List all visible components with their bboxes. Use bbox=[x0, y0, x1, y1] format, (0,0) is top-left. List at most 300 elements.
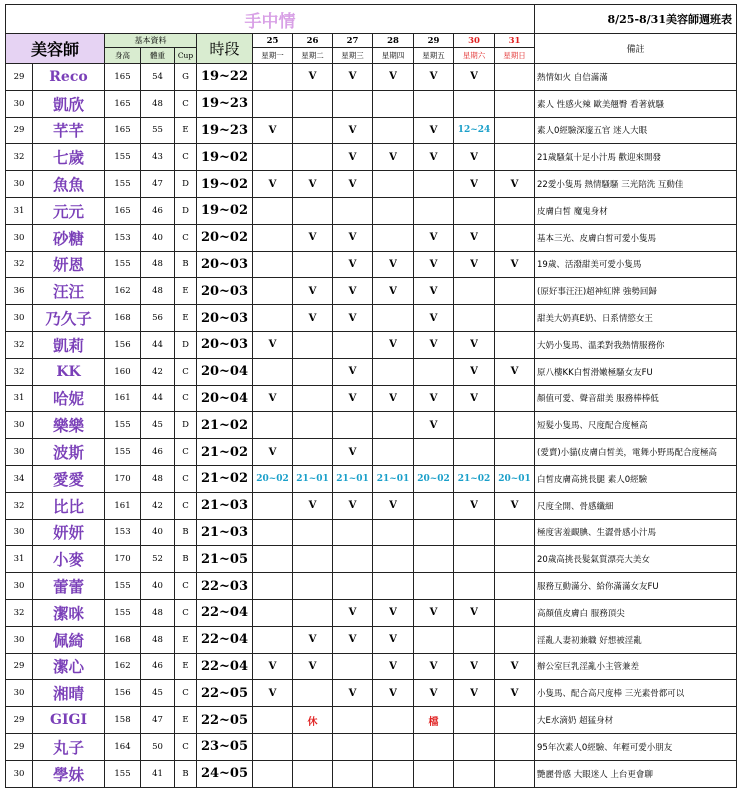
note-cell: 辦公室巨乳淫亂小主管兼差 bbox=[535, 653, 737, 680]
day-cell bbox=[454, 90, 495, 117]
day-cell bbox=[495, 144, 535, 171]
beautician-name: 潔心 bbox=[33, 653, 105, 680]
beautician-name: 凱莉 bbox=[33, 331, 105, 358]
day-cell: V bbox=[373, 144, 414, 171]
time-slot-cell: 21~03 bbox=[197, 492, 253, 519]
day-cell bbox=[253, 492, 293, 519]
day-cell bbox=[293, 251, 333, 278]
cup-cell: D bbox=[175, 171, 197, 198]
height-cell: 155 bbox=[105, 144, 141, 171]
day-cell: V bbox=[414, 144, 454, 171]
day-cell bbox=[454, 305, 495, 332]
day-cell bbox=[253, 599, 293, 626]
day-cell: V bbox=[293, 278, 333, 305]
cup-cell: E bbox=[175, 305, 197, 332]
day-cell bbox=[333, 707, 373, 734]
day-cell: V bbox=[333, 358, 373, 385]
day-cell bbox=[293, 412, 333, 439]
height-cell: 165 bbox=[105, 197, 141, 224]
day-cell: V bbox=[333, 171, 373, 198]
day-cell bbox=[333, 197, 373, 224]
day-cell: V bbox=[333, 492, 373, 519]
weight-cell: 42 bbox=[141, 492, 175, 519]
day-cell: V bbox=[253, 680, 293, 707]
day-cell bbox=[253, 626, 293, 653]
age-cell: 32 bbox=[6, 144, 33, 171]
day-cell: V bbox=[414, 412, 454, 439]
day-cell bbox=[253, 224, 293, 251]
day-cell bbox=[495, 733, 535, 760]
beautician-name: 波斯 bbox=[33, 439, 105, 466]
day-cell bbox=[454, 439, 495, 466]
weight-cell: 46 bbox=[141, 439, 175, 466]
day-name-header: 星期四 bbox=[373, 48, 414, 64]
height-cell: 165 bbox=[105, 90, 141, 117]
day-cell bbox=[293, 733, 333, 760]
time-slot-cell: 20~04 bbox=[197, 385, 253, 412]
day-cell bbox=[495, 439, 535, 466]
beautician-name: 芊芊 bbox=[33, 117, 105, 144]
age-cell: 30 bbox=[6, 171, 33, 198]
age-cell: 29 bbox=[6, 653, 33, 680]
day-cell: 檔 bbox=[414, 707, 454, 734]
time-slot-cell: 22~05 bbox=[197, 680, 253, 707]
age-cell: 31 bbox=[6, 385, 33, 412]
height-cell: 155 bbox=[105, 760, 141, 787]
day-cell: V bbox=[253, 117, 293, 144]
day-cell bbox=[293, 385, 333, 412]
beautician-name: 佩綺 bbox=[33, 626, 105, 653]
height-cell: 160 bbox=[105, 358, 141, 385]
day-cell: V bbox=[414, 680, 454, 707]
note-cell: 大E水滴奶 超猛身材 bbox=[535, 707, 737, 734]
day-cell bbox=[414, 492, 454, 519]
day-cell bbox=[333, 90, 373, 117]
weight-cell: 54 bbox=[141, 64, 175, 91]
day-cell: V bbox=[333, 117, 373, 144]
note-cell: 熱情如火 自信滿滿 bbox=[535, 64, 737, 91]
beautician-name: 學妹 bbox=[33, 760, 105, 787]
day-cell: V bbox=[454, 171, 495, 198]
beautician-name: 魚魚 bbox=[33, 171, 105, 198]
day-cell: V bbox=[253, 385, 293, 412]
day-cell: V bbox=[333, 144, 373, 171]
time-slot-cell: 21~03 bbox=[197, 519, 253, 546]
day-cell bbox=[495, 412, 535, 439]
day-cell bbox=[253, 64, 293, 91]
table-row bbox=[6, 653, 737, 680]
weight-cell: 44 bbox=[141, 385, 175, 412]
day-cell: V bbox=[253, 653, 293, 680]
age-cell: 29 bbox=[6, 733, 33, 760]
day-cell bbox=[414, 519, 454, 546]
weight-cell: 56 bbox=[141, 305, 175, 332]
age-cell: 30 bbox=[6, 573, 33, 600]
beautician-header: 美容師 bbox=[6, 34, 105, 64]
day-cell bbox=[414, 573, 454, 600]
day-cell: 20~02 bbox=[414, 465, 454, 492]
day-cell bbox=[373, 733, 414, 760]
day-cell bbox=[373, 358, 414, 385]
time-slot-cell: 19~23 bbox=[197, 90, 253, 117]
time-slot-cell: 22~03 bbox=[197, 573, 253, 600]
weight-cell: 47 bbox=[141, 171, 175, 198]
age-cell: 30 bbox=[6, 760, 33, 787]
table-row bbox=[6, 90, 737, 117]
day-cell bbox=[414, 733, 454, 760]
day-cell bbox=[373, 519, 414, 546]
day-cell bbox=[293, 519, 333, 546]
day-cell: V bbox=[253, 439, 293, 466]
day-name-header: 星期二 bbox=[293, 48, 333, 64]
day-cell bbox=[495, 64, 535, 91]
note-cell: 顏值可愛、聲音甜美 服務棒棒低 bbox=[535, 385, 737, 412]
note-cell: 艷麗骨感 大眼迷人 上台更會聊 bbox=[535, 760, 737, 787]
day-cell: V bbox=[414, 305, 454, 332]
height-cell: 170 bbox=[105, 465, 141, 492]
day-cell: V bbox=[293, 64, 333, 91]
day-cell bbox=[293, 760, 333, 787]
weight-cell: 55 bbox=[141, 117, 175, 144]
weight-header: 體重 bbox=[141, 48, 175, 64]
note-cell: (愛賣)小貓(皮膚白皙美，電舞小野馬配合度極高 bbox=[535, 439, 737, 466]
day-cell: V bbox=[373, 385, 414, 412]
day-cell bbox=[373, 707, 414, 734]
day-cell: V bbox=[333, 385, 373, 412]
cup-cell: D bbox=[175, 412, 197, 439]
day-cell: V bbox=[373, 599, 414, 626]
beautician-name: 愛愛 bbox=[33, 465, 105, 492]
day-cell bbox=[333, 760, 373, 787]
day-cell bbox=[495, 599, 535, 626]
day-cell bbox=[454, 197, 495, 224]
height-cell: 162 bbox=[105, 278, 141, 305]
weight-cell: 48 bbox=[141, 599, 175, 626]
time-slot-cell: 19~22 bbox=[197, 64, 253, 91]
note-cell: 素人0經驗深邃五官 迷人大眼 bbox=[535, 117, 737, 144]
age-cell: 31 bbox=[6, 546, 33, 573]
weight-cell: 45 bbox=[141, 680, 175, 707]
note-cell: 20歲高挑長髮氣質漂亮大美女 bbox=[535, 546, 737, 573]
day-cell: V bbox=[333, 251, 373, 278]
time-slot-cell: 19~02 bbox=[197, 197, 253, 224]
day-cell: V bbox=[253, 331, 293, 358]
day-cell: 21~01 bbox=[293, 465, 333, 492]
day-cell: V bbox=[414, 251, 454, 278]
day-cell bbox=[414, 90, 454, 117]
weight-cell: 44 bbox=[141, 331, 175, 358]
time-slot-cell: 22~04 bbox=[197, 626, 253, 653]
table-row bbox=[6, 626, 737, 653]
day-cell: V bbox=[333, 439, 373, 466]
day-cell: V bbox=[373, 626, 414, 653]
table-row bbox=[6, 680, 737, 707]
day-cell: V bbox=[293, 171, 333, 198]
note-cell: 大奶小隻馬、溫柔對我熱情服務你 bbox=[535, 331, 737, 358]
table-row bbox=[6, 492, 737, 519]
day-cell bbox=[373, 573, 414, 600]
cup-cell: B bbox=[175, 546, 197, 573]
day-cell: V bbox=[414, 224, 454, 251]
note-cell: 21歲騷氣十足小汁馬 歡迎來開發 bbox=[535, 144, 737, 171]
day-cell: V bbox=[333, 599, 373, 626]
weight-cell: 46 bbox=[141, 197, 175, 224]
height-cell: 155 bbox=[105, 412, 141, 439]
note-cell: 白皙皮膚高挑長腿 素人0經驗 bbox=[535, 465, 737, 492]
age-cell: 34 bbox=[6, 465, 33, 492]
time-slot-cell: 20~03 bbox=[197, 331, 253, 358]
day-cell: 20~02 bbox=[253, 465, 293, 492]
day-cell bbox=[253, 546, 293, 573]
day-cell bbox=[495, 197, 535, 224]
time-slot-cell: 20~03 bbox=[197, 305, 253, 332]
table-row bbox=[6, 197, 737, 224]
day-cell bbox=[333, 519, 373, 546]
day-cell bbox=[253, 90, 293, 117]
weight-cell: 40 bbox=[141, 224, 175, 251]
beautician-name: 汪汪 bbox=[33, 278, 105, 305]
beautician-name: 比比 bbox=[33, 492, 105, 519]
cup-cell: D bbox=[175, 197, 197, 224]
table-row bbox=[6, 385, 737, 412]
age-cell: 30 bbox=[6, 439, 33, 466]
cup-cell: C bbox=[175, 465, 197, 492]
note-cell: 高顏值皮膚白 服務頂尖 bbox=[535, 599, 737, 626]
table-row bbox=[6, 278, 737, 305]
height-cell: 164 bbox=[105, 733, 141, 760]
day-cell bbox=[253, 144, 293, 171]
height-cell: 161 bbox=[105, 385, 141, 412]
note-cell: 皮膚白皙 魔鬼身材 bbox=[535, 197, 737, 224]
day-cell: V bbox=[454, 492, 495, 519]
table-row bbox=[6, 733, 737, 760]
day-cell: V bbox=[454, 653, 495, 680]
day-cell: V bbox=[293, 305, 333, 332]
time-slot-cell: 21~02 bbox=[197, 412, 253, 439]
age-cell: 30 bbox=[6, 519, 33, 546]
height-header: 身高 bbox=[105, 48, 141, 64]
table-row bbox=[6, 439, 737, 466]
cup-cell: E bbox=[175, 117, 197, 144]
day-cell bbox=[373, 546, 414, 573]
table-row bbox=[6, 519, 737, 546]
cup-cell: C bbox=[175, 90, 197, 117]
day-cell: V bbox=[333, 64, 373, 91]
time-slot-cell: 20~02 bbox=[197, 224, 253, 251]
day-cell: V bbox=[373, 653, 414, 680]
table-row bbox=[6, 331, 737, 358]
cup-cell: B bbox=[175, 519, 197, 546]
day-cell bbox=[495, 707, 535, 734]
cup-cell: C bbox=[175, 573, 197, 600]
day-cell: V bbox=[373, 251, 414, 278]
note-cell: 淫亂人妻初兼職 好想被淫亂 bbox=[535, 626, 737, 653]
height-cell: 155 bbox=[105, 171, 141, 198]
day-cell bbox=[253, 760, 293, 787]
day-cell bbox=[454, 278, 495, 305]
time-slot-cell: 19~02 bbox=[197, 171, 253, 198]
day-cell bbox=[293, 439, 333, 466]
cup-cell: D bbox=[175, 331, 197, 358]
weight-cell: 45 bbox=[141, 412, 175, 439]
day-cell bbox=[454, 412, 495, 439]
beautician-name: 砂糖 bbox=[33, 224, 105, 251]
weight-cell: 42 bbox=[141, 358, 175, 385]
day-cell: 21~01 bbox=[333, 465, 373, 492]
day-cell: V bbox=[293, 653, 333, 680]
day-cell bbox=[293, 331, 333, 358]
day-name-header: 星期三 bbox=[333, 48, 373, 64]
table-row bbox=[6, 117, 737, 144]
day-num-header: 29 bbox=[414, 34, 454, 48]
cup-cell: B bbox=[175, 251, 197, 278]
day-cell bbox=[293, 90, 333, 117]
time-slot-cell: 19~02 bbox=[197, 144, 253, 171]
day-cell bbox=[454, 519, 495, 546]
cup-cell: C bbox=[175, 358, 197, 385]
cup-cell: G bbox=[175, 64, 197, 91]
day-cell bbox=[373, 224, 414, 251]
day-cell bbox=[253, 305, 293, 332]
day-cell bbox=[373, 117, 414, 144]
day-cell bbox=[454, 573, 495, 600]
weight-cell: 48 bbox=[141, 465, 175, 492]
day-cell: V bbox=[454, 144, 495, 171]
day-cell: V bbox=[293, 626, 333, 653]
note-cell: 小隻馬、配合高尺度棒 三光素骨都可以 bbox=[535, 680, 737, 707]
height-cell: 155 bbox=[105, 573, 141, 600]
time-slot-cell: 22~04 bbox=[197, 599, 253, 626]
day-name-header: 星期日 bbox=[495, 48, 535, 64]
day-cell bbox=[495, 760, 535, 787]
day-cell: V bbox=[454, 680, 495, 707]
day-cell: V bbox=[414, 653, 454, 680]
weight-cell: 41 bbox=[141, 760, 175, 787]
day-cell bbox=[293, 197, 333, 224]
height-cell: 155 bbox=[105, 251, 141, 278]
day-cell bbox=[414, 197, 454, 224]
table-row bbox=[6, 707, 737, 734]
day-cell: V bbox=[333, 278, 373, 305]
cup-cell: E bbox=[175, 707, 197, 734]
note-cell: 服務互動滿分、給你滿滿女友FU bbox=[535, 573, 737, 600]
cup-header: Cup bbox=[175, 48, 197, 64]
note-cell: (原好事汪汪)超神紅牌 強勢回歸 bbox=[535, 278, 737, 305]
day-cell bbox=[495, 573, 535, 600]
day-cell bbox=[253, 278, 293, 305]
age-cell: 30 bbox=[6, 680, 33, 707]
beautician-name: 丸子 bbox=[33, 733, 105, 760]
beautician-name: 妍妍 bbox=[33, 519, 105, 546]
basic-info-header: 基本資料 bbox=[105, 34, 197, 48]
day-cell: V bbox=[373, 64, 414, 91]
table-row bbox=[6, 760, 737, 787]
day-cell bbox=[373, 412, 414, 439]
table-row bbox=[6, 224, 737, 251]
age-cell: 30 bbox=[6, 412, 33, 439]
day-cell bbox=[454, 546, 495, 573]
time-slot-cell: 23~05 bbox=[197, 733, 253, 760]
time-slot-cell: 19~23 bbox=[197, 117, 253, 144]
weight-cell: 48 bbox=[141, 278, 175, 305]
note-cell: 甜美大奶真E奶、日系情慾女王 bbox=[535, 305, 737, 332]
day-cell bbox=[293, 599, 333, 626]
day-cell: V bbox=[414, 599, 454, 626]
day-cell bbox=[333, 546, 373, 573]
age-cell: 31 bbox=[6, 197, 33, 224]
day-cell: V bbox=[414, 278, 454, 305]
beautician-name: KK bbox=[33, 358, 105, 385]
day-num-header: 26 bbox=[293, 34, 333, 48]
day-cell bbox=[333, 331, 373, 358]
day-cell: V bbox=[293, 492, 333, 519]
age-cell: 36 bbox=[6, 278, 33, 305]
beautician-name: 哈妮 bbox=[33, 385, 105, 412]
cup-cell: C bbox=[175, 680, 197, 707]
day-cell: V bbox=[495, 171, 535, 198]
day-cell: V bbox=[414, 117, 454, 144]
time-slot-header: 時段 bbox=[197, 34, 253, 64]
day-cell bbox=[253, 412, 293, 439]
day-cell bbox=[293, 573, 333, 600]
table-row bbox=[6, 465, 737, 492]
day-cell: V bbox=[333, 224, 373, 251]
age-cell: 30 bbox=[6, 626, 33, 653]
cup-cell: E bbox=[175, 653, 197, 680]
day-num-header: 27 bbox=[333, 34, 373, 48]
day-cell bbox=[373, 760, 414, 787]
table-row bbox=[6, 546, 737, 573]
beautician-name: 凱欣 bbox=[33, 90, 105, 117]
time-slot-cell: 21~05 bbox=[197, 546, 253, 573]
day-name-header: 星期六 bbox=[454, 48, 495, 64]
day-cell bbox=[373, 439, 414, 466]
day-cell bbox=[495, 305, 535, 332]
age-cell: 32 bbox=[6, 599, 33, 626]
day-cell bbox=[293, 546, 333, 573]
day-cell: V bbox=[414, 331, 454, 358]
day-cell: V bbox=[333, 305, 373, 332]
cup-cell: E bbox=[175, 626, 197, 653]
day-cell bbox=[373, 90, 414, 117]
age-cell: 29 bbox=[6, 64, 33, 91]
height-cell: 170 bbox=[105, 546, 141, 573]
week-title: 8/25-8/31美容師週班表 bbox=[535, 5, 737, 34]
day-cell bbox=[293, 144, 333, 171]
time-slot-cell: 22~04 bbox=[197, 653, 253, 680]
beautician-name: 乃久子 bbox=[33, 305, 105, 332]
table-row bbox=[6, 144, 737, 171]
time-slot-cell: 20~03 bbox=[197, 278, 253, 305]
weight-cell: 46 bbox=[141, 653, 175, 680]
day-cell bbox=[495, 546, 535, 573]
day-cell: V bbox=[333, 626, 373, 653]
day-cell bbox=[495, 90, 535, 117]
day-cell: V bbox=[333, 680, 373, 707]
height-cell: 158 bbox=[105, 707, 141, 734]
day-num-header: 25 bbox=[253, 34, 293, 48]
cup-cell: C bbox=[175, 492, 197, 519]
day-cell bbox=[454, 733, 495, 760]
day-cell bbox=[414, 760, 454, 787]
time-slot-cell: 21~02 bbox=[197, 439, 253, 466]
height-cell: 155 bbox=[105, 439, 141, 466]
time-slot-cell: 24~05 bbox=[197, 760, 253, 787]
note-cell: 19歲、活潑甜美可愛小隻馬 bbox=[535, 251, 737, 278]
cup-cell: E bbox=[175, 278, 197, 305]
age-cell: 29 bbox=[6, 707, 33, 734]
beautician-name: Reco bbox=[33, 64, 105, 91]
